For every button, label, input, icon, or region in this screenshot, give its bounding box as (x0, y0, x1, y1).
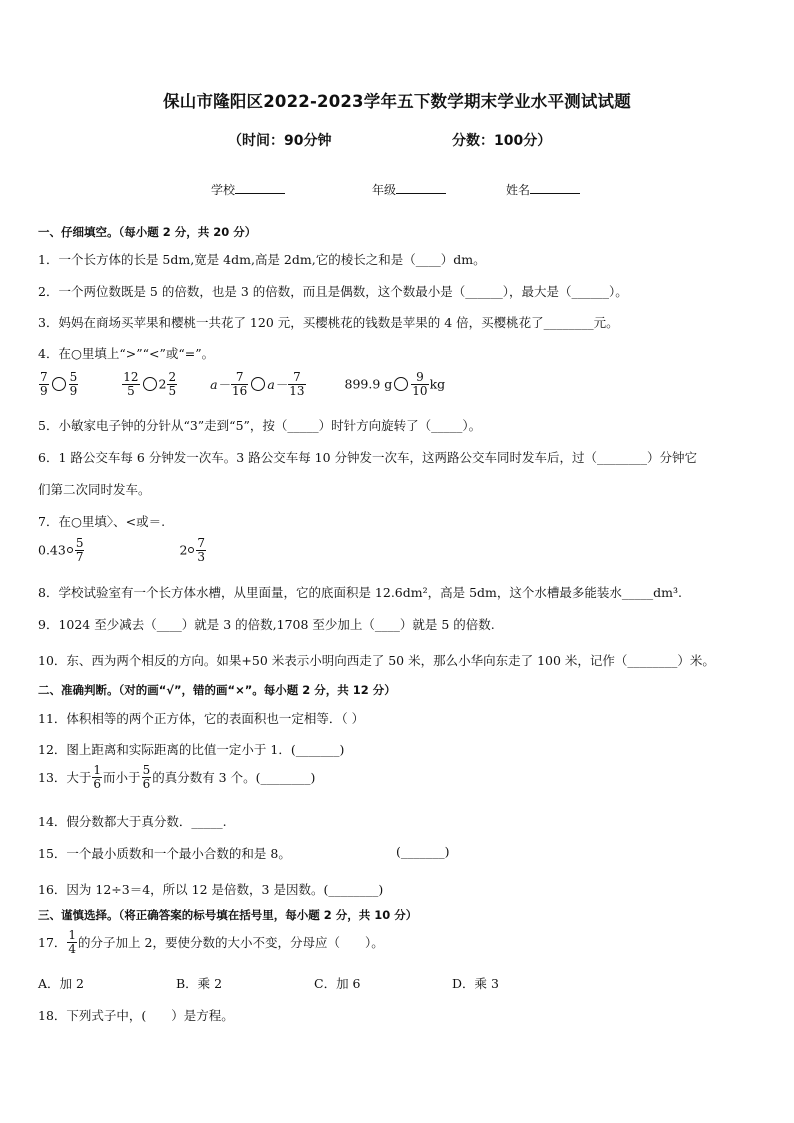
compare-circle[interactable] (188, 547, 194, 553)
fraction: $\frac{7}{9}$ (40, 370, 48, 398)
fraction: $\frac{7}{13}$ (289, 370, 305, 398)
question-7: 7．在○里填〉、<或＝. (38, 514, 166, 529)
section-1-heading: 一、仔细填空。（每小题 2 分，共 20 分） (38, 225, 257, 239)
question-16: 16．因为 12÷3＝4，所以 12 是倍数，3 是因数。(________) (38, 882, 384, 897)
exam-score: 分数：100分） (452, 133, 552, 149)
question-9: 9．1024 至少减去（____）就是 3 的倍数,1708 至少加上（____）就是 5 的倍数. (38, 617, 495, 632)
fraction: $\frac{7}{3}$ (197, 536, 206, 564)
option-d[interactable]: D．乘 3 (452, 976, 499, 991)
question-4: 4．在○里填上“>”“<”或“=”。 (38, 346, 215, 361)
fraction: $\frac{5}{6}$ (142, 763, 151, 791)
expression-prefix: a－ (210, 377, 231, 393)
question-6-line-1: 6．1 路公交车每 6 分钟发一次车。3 路公交车每 10 分钟发一次车，这两路公交车同时发车后，过（________）分钟它 (38, 450, 698, 465)
question-1: 1．一个长方体的长是 5dm,宽是 4dm,高是 2dm,它的棱长之和是（____）dm。 (38, 252, 486, 267)
page-title: 保山市隆阳区2022-2023学年五下数学期末学业水平测试试题 (163, 92, 631, 111)
question-12: 12．图上距离和实际距离的比值一定小于 1．(_______) (38, 742, 345, 757)
question-10: 10．东、西为两个相反的方向。如果+50 米表示小明向西走了 50 米，那么小华向东走了 100 米，记作（________）米。 (38, 653, 715, 668)
compare-circle[interactable] (143, 377, 157, 391)
option-a[interactable]: A．加 2 (38, 976, 84, 991)
fraction: $\frac{5}{7}$ (75, 536, 84, 564)
question-4-comparisons (38, 371, 445, 397)
question-3: 3．妈妈在商场买苹果和樱桃一共花了 120 元，买樱桃花的钱数是苹果的 4 倍，买樱桃花了________元。 (38, 315, 619, 330)
grade-field (372, 181, 446, 198)
question-2: 2．一个两位数既是 5 的倍数，也是 3 的倍数，而且是偶数，这个数最小是（______），最大是（______）。 (38, 284, 628, 299)
question-8: 8．学校试验室有一个长方体水槽，从里面量，它的底面积是 12.6dm²，高是 5dm，这个水槽最多能装水_____dm³. (38, 585, 682, 600)
fraction: $\frac{9}{10}$ (412, 370, 428, 398)
school-label: 学校 (211, 183, 236, 197)
school-field (211, 181, 285, 198)
question-7-comparisons (38, 537, 207, 563)
fraction: $\frac{7}{16}$ (232, 370, 248, 398)
fraction: $\frac{12}{5}$ (123, 370, 139, 398)
question-15: 15．一个最小质数和一个最小合数的和是 8。 (38, 846, 291, 861)
mixed-number-int: 2 (158, 376, 167, 392)
section-3-heading: 三、谨慎选择。（将正确答案的标号填在括号里，每小题 2 分，共 10 分） (38, 908, 418, 922)
name-field (506, 181, 580, 198)
weight-value: 899.9 g (344, 376, 393, 392)
name-label: 姓名 (506, 183, 531, 197)
option-c[interactable]: C．加 6 (314, 976, 361, 991)
compare-circle[interactable] (394, 377, 408, 391)
compare-circle[interactable] (251, 377, 265, 391)
decimal-value: 0.43 (38, 542, 66, 558)
fraction: $\frac{5}{9}$ (69, 370, 78, 398)
option-b[interactable]: B．乘 2 (176, 976, 223, 991)
question-15-blank[interactable]: (_______) (396, 844, 450, 859)
question-13: 13．大于 $\frac{1}{6}$ 而小于 $\frac{5}{6}$ 的真分数有 3 个。(________) (38, 763, 316, 791)
unit: kg (429, 376, 446, 392)
exam-time: （时间：90分钟 (228, 133, 332, 149)
expression-prefix: a－ (267, 377, 288, 393)
grade-blank[interactable] (396, 193, 446, 194)
school-blank[interactable] (235, 193, 285, 194)
fraction: $\frac{1}{6}$ (93, 763, 102, 791)
question-11: 11．体积相等的两个正方体，它的表面积也一定相等．（ ） (38, 711, 365, 726)
fraction: $\frac{2}{5}$ (168, 370, 177, 398)
question-17: 17． $\frac{1}{4}$ 的分子加上 2，要使分数的大小不变，分母应（ ）。 (38, 928, 384, 956)
section-2-heading: 二、准确判断。（对的画“√”，错的画“×”。每小题 2 分，共 12 分） (38, 683, 396, 697)
question-14: 14．假分数都大于真分数．_____. (38, 814, 227, 829)
fraction: $\frac{1}{4}$ (68, 928, 77, 956)
compare-circle[interactable] (67, 547, 73, 553)
name-blank[interactable] (530, 193, 580, 194)
grade-label: 年级 (372, 183, 397, 197)
question-18: 18．下列式子中，( ）是方程。 (38, 1008, 234, 1023)
integer-value: 2 (179, 542, 188, 558)
compare-circle[interactable] (52, 377, 66, 391)
question-5: 5．小敏家电子钟的分针从“3”走到“5”，按（_____）时针方向旋转了（_____）。 (38, 418, 482, 433)
question-6-line-2: 们第二次同时发车。 (38, 482, 151, 497)
